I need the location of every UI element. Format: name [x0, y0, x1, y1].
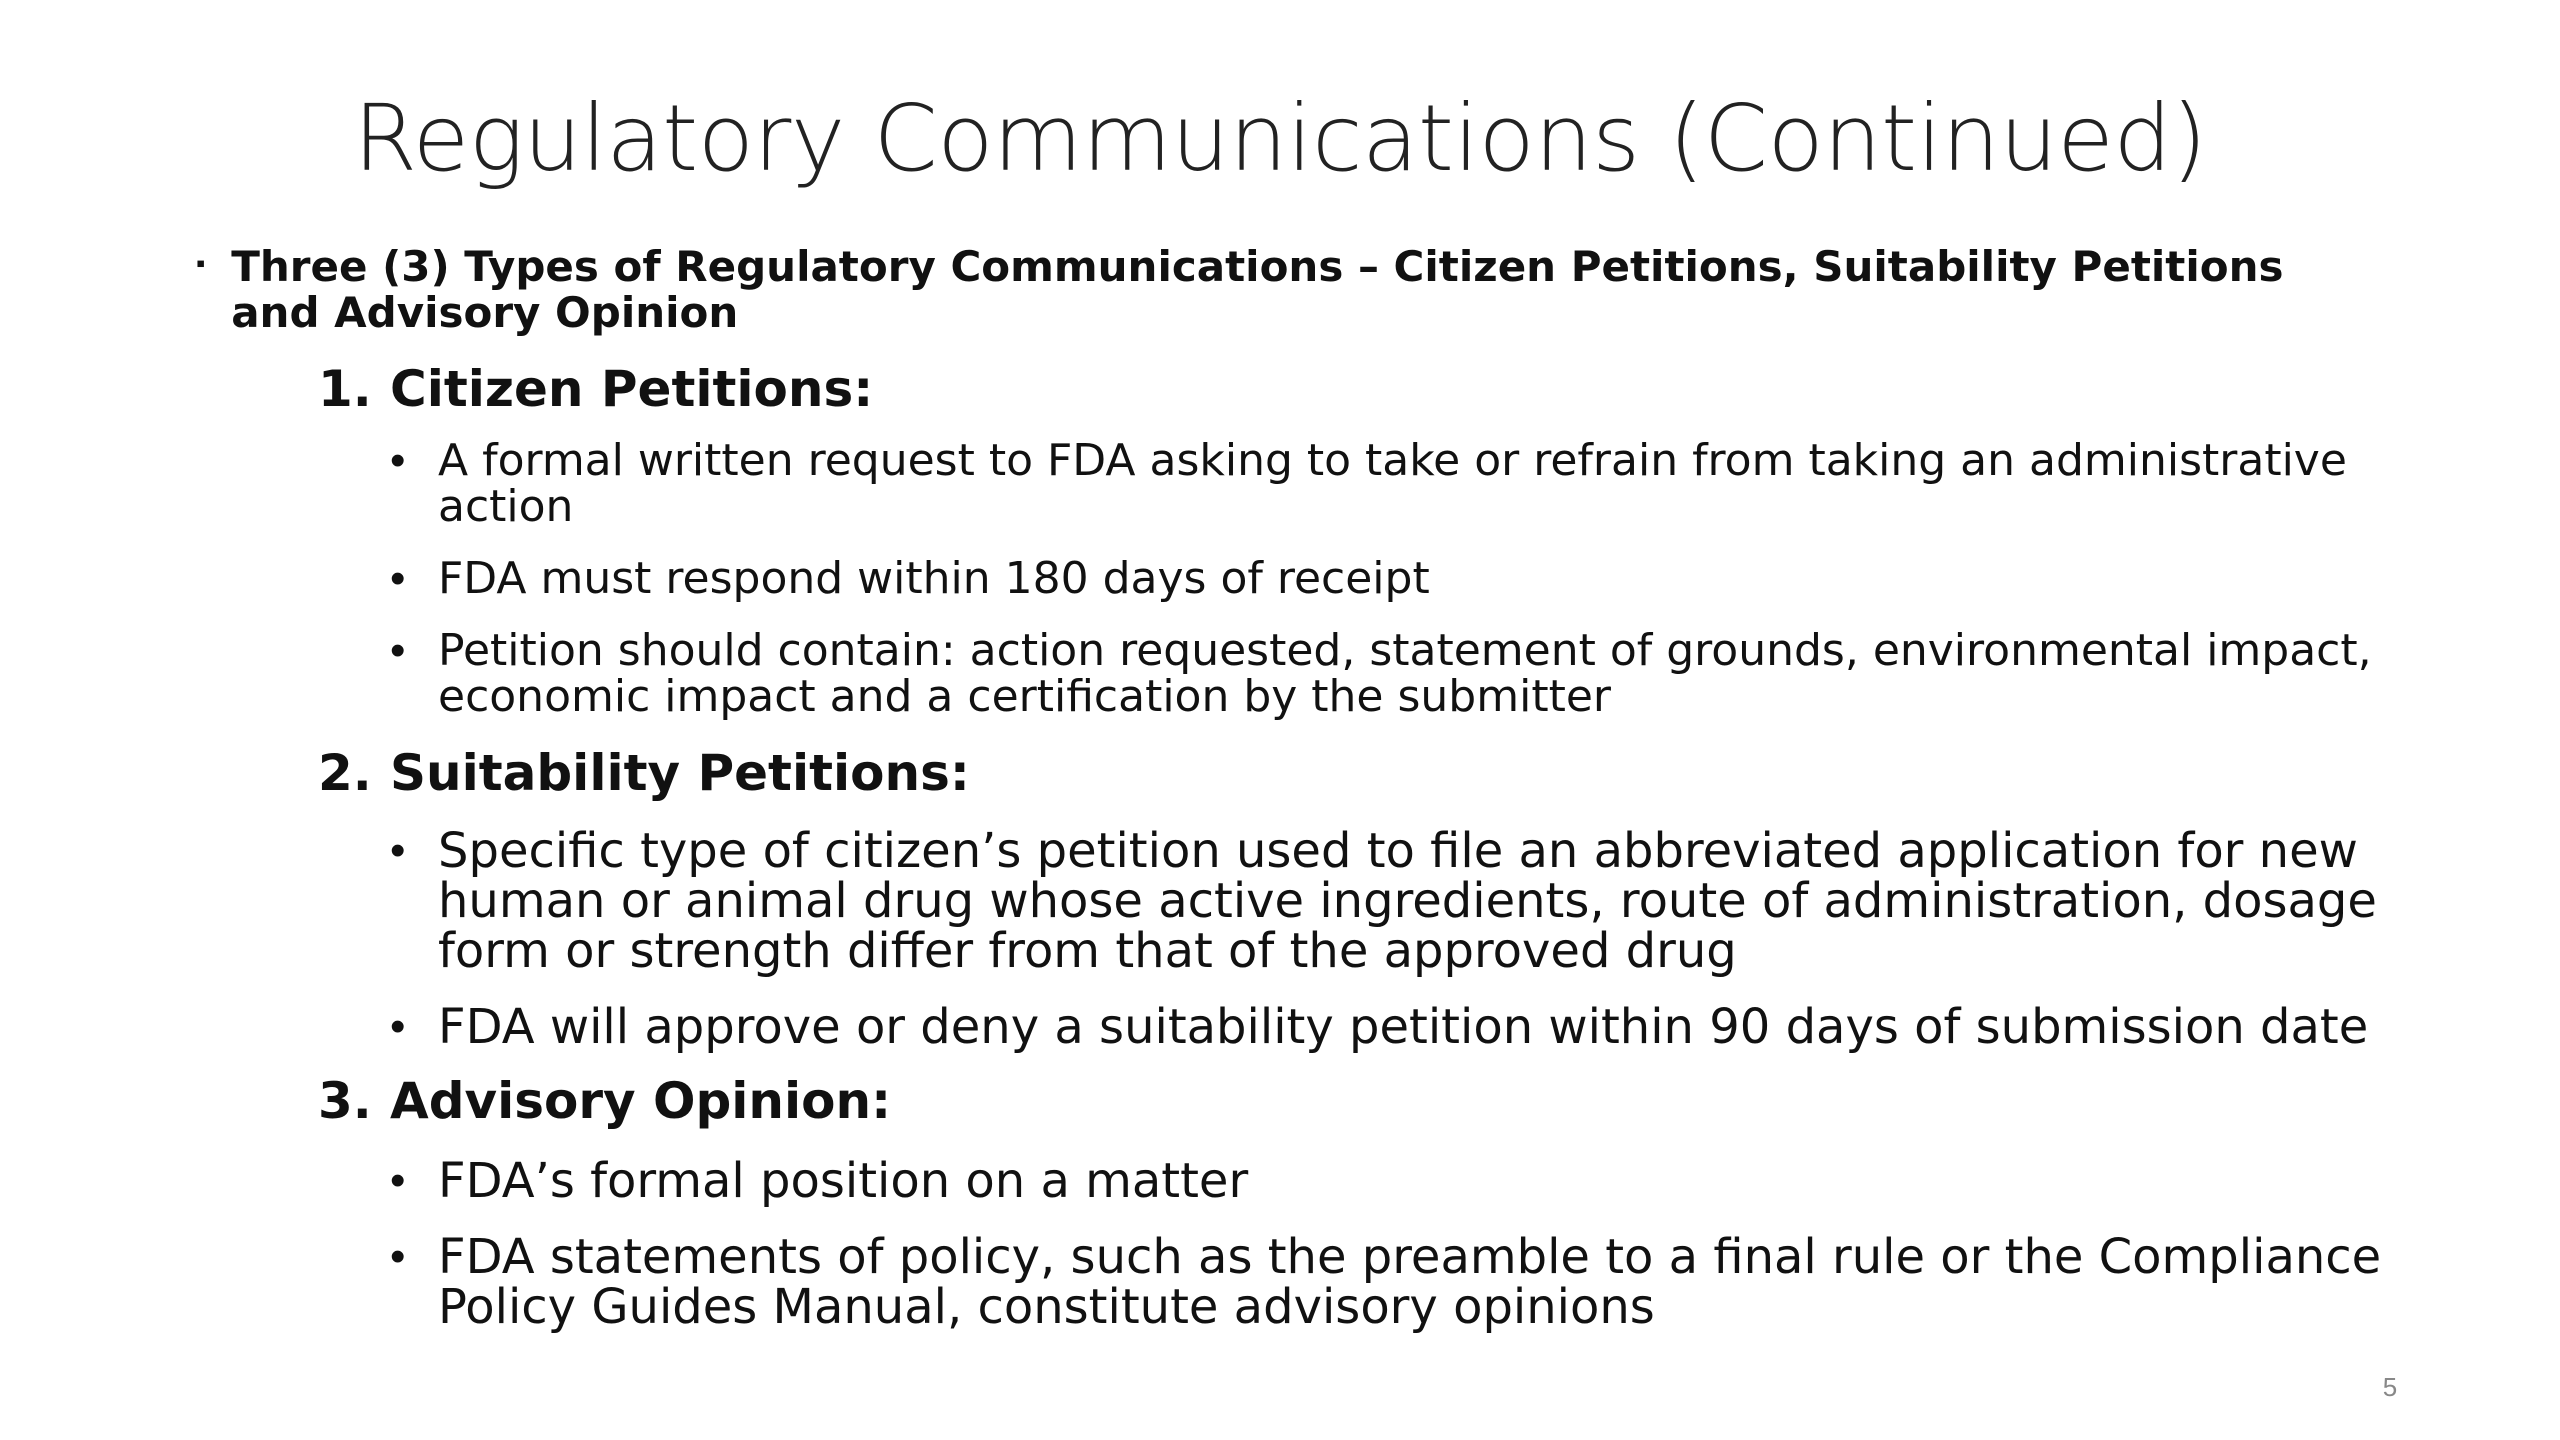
- list-item: [390, 1229, 2390, 1335]
- bullet-icon: •: [390, 826, 406, 875]
- list-item: [390, 553, 2390, 604]
- list-item-text: FDA statements of policy, such as the preamble to a final rule or the Compliance Policy Guides Manual, constitute advisory opinions: [438, 1229, 2382, 1335]
- list-item-text: FDA will approve or deny a suitability petition within 90 days of submission date: [438, 999, 2369, 1055]
- section-title: Advisory Opinion:: [390, 1072, 892, 1130]
- list-item-text: Specific type of citizen’s petition used to file an abbreviated application for new human or animal drug whose active ingredients, route of administration, dosage form or strength differ from that of the approved drug: [438, 823, 2377, 979]
- bullet-icon: •: [390, 554, 406, 603]
- section-title: Suitability Petitions:: [390, 744, 970, 802]
- intro-bullet-item: [196, 244, 2296, 336]
- square-bullet-icon: ▪: [196, 248, 206, 278]
- list-item: [390, 1153, 2390, 1209]
- list-item: [390, 625, 2390, 722]
- bullet-icon: •: [390, 1156, 406, 1205]
- bullet-icon: •: [390, 1232, 406, 1281]
- bullet-icon: •: [390, 626, 406, 675]
- section-number: 3.: [318, 1072, 372, 1130]
- section-number: 1.: [318, 360, 372, 418]
- bullet-icon: •: [390, 1002, 406, 1051]
- slide-title: Regulatory Communications (Continued): [353, 85, 2207, 192]
- list-item: [390, 823, 2390, 979]
- section-heading-suitability-petitions: [318, 744, 970, 802]
- section-heading-advisory-opinion: [318, 1072, 891, 1130]
- section-heading-citizen-petitions: [318, 360, 873, 418]
- list-item-text: Petition should contain: action requested, statement of grounds, environmental impact, economic impact and a certification by the submitter: [438, 625, 2372, 722]
- list-item-text: FDA must respond within 180 days of receipt: [438, 553, 1430, 604]
- section-title: Citizen Petitions:: [390, 360, 874, 418]
- page-number: 5: [2382, 1372, 2398, 1402]
- list-item: [390, 435, 2390, 532]
- bullet-icon: •: [390, 436, 406, 485]
- list-item-text: A formal written request to FDA asking to take or refrain from taking an administrative action: [438, 435, 2347, 532]
- list-item-text: FDA’s formal position on a matter: [438, 1153, 1249, 1209]
- section-number: 2.: [318, 744, 372, 802]
- intro-text: Three (3) Types of Regulatory Communications – Citizen Petitions, Suitability Petitions and Advisory Opinion: [231, 242, 2284, 337]
- list-item: [390, 999, 2390, 1055]
